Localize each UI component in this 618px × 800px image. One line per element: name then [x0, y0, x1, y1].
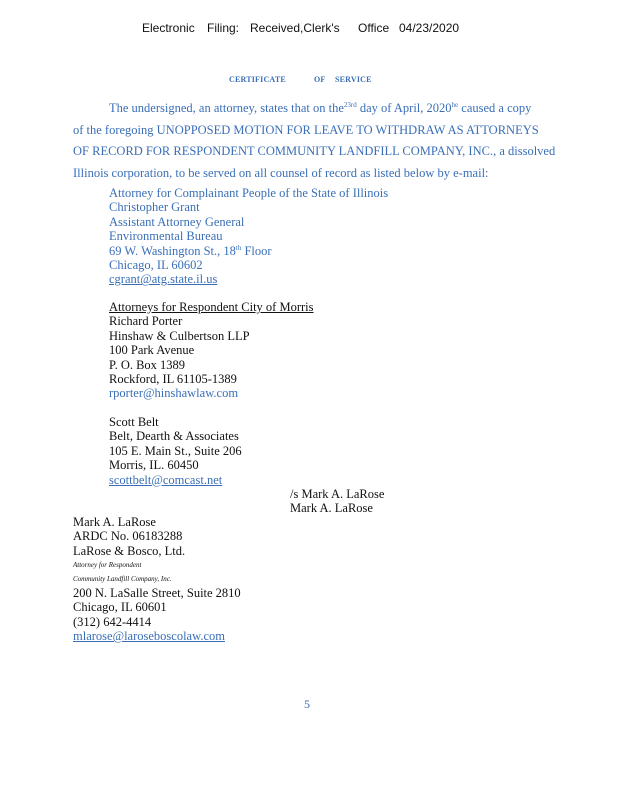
recipient-street-b: Floor [241, 243, 272, 258]
recipient-block-porter [109, 300, 314, 401]
body-line-1-sup-23: 23 [343, 101, 351, 109]
header-received: Received,Clerk's [250, 21, 340, 35]
sender-client: Community Landfill Company, Inc. [73, 575, 172, 583]
title-service: SERVICE [335, 75, 372, 84]
sender-block-top [73, 515, 185, 558]
sender-name: Mark A. LaRose [73, 515, 156, 529]
recipient-street-sup: th [235, 243, 242, 252]
recipient-block-belt [109, 415, 242, 487]
sender-phone: (312) 642-4414 [73, 614, 152, 629]
body-line-1-sup-he: he [451, 101, 459, 109]
body-line-4: Illinois corporation, to be served on all counsel of record as listed below by e-mail: [73, 166, 489, 180]
recipient-role: Attorneys for Respondent City of Morris [109, 300, 314, 314]
recipient-city: Rockford, IL 61105-1389 [109, 371, 237, 386]
sender-city: Chicago, IL 60601 [73, 600, 167, 615]
recipient-name: Christopher Grant [109, 200, 200, 215]
signature-name: Mark A. LaRose [290, 501, 373, 516]
body-line-1-b: day of April, 2020 [356, 101, 452, 115]
header-electronic: Electronic [142, 21, 195, 35]
signature-line: /s Mark A. LaRose [290, 487, 385, 501]
sender-ardc: ARDC No. 06183288 [73, 529, 183, 544]
header-date: 04/23/2020 [399, 21, 460, 35]
title-of: OF [314, 75, 326, 84]
body-line-3: OF RECORD FOR RESPONDENT COMMUNITY LANDFILL COMPANY, INC., a dissolved [73, 144, 556, 158]
recipient-firm: Hinshaw & Culbertson LLP [109, 328, 250, 343]
sender-email-link[interactable]: mlarose@laroseboscolaw.com [73, 629, 225, 644]
title-certificate: CERTIFICATE [229, 75, 286, 84]
recipient-bureau: Environmental Bureau [109, 229, 223, 244]
recipient-email-link[interactable]: cgrant@atg.state.il.us [109, 272, 218, 287]
body-line-1-c: caused a copy [458, 101, 532, 115]
sender-block-bottom [73, 586, 241, 644]
recipient-email-link[interactable]: rporter@hinshawlaw.com [109, 386, 239, 401]
recipient-name: Scott Belt [109, 415, 159, 429]
recipient-block-grant [109, 186, 388, 287]
body-line-1-sup-rd: rd [350, 101, 357, 109]
header-filing: Filing: [207, 21, 240, 35]
recipient-pobox: P. O. Box 1389 [109, 357, 186, 372]
recipient-city: Chicago, IL 60602 [109, 257, 203, 272]
recipient-email-link[interactable]: scottbelt@comcast.net [109, 472, 223, 487]
body-line-2: of the foregoing UNOPPOSED MOTION FOR LEAVE TO WITHDRAW AS ATTORNEYS [73, 123, 539, 137]
recipient-street [109, 244, 388, 258]
sender-street: 200 N. LaSalle Street, Suite 2810 [73, 586, 241, 600]
body-line-1 [109, 101, 531, 116]
page-number: 5 [304, 697, 310, 711]
recipient-role: Attorney for Complainant People of the State of Illinois [109, 186, 389, 200]
recipient-firm: Belt, Dearth & Associates [109, 429, 239, 444]
recipient-street-a: 69 W. Washington St., 18 [109, 243, 236, 258]
body-line-1-a: The undersigned, an attorney, states that on the [109, 101, 344, 115]
signature-block [290, 487, 384, 516]
sender-attorney-for: Attorney for Respondent [73, 561, 142, 569]
recipient-street: 100 Park Avenue [109, 343, 195, 358]
recipient-title: Assistant Attorney General [109, 214, 245, 229]
recipient-city: Morris, IL. 60450 [109, 458, 199, 473]
recipient-street: 105 E. Main St., Suite 206 [109, 443, 242, 458]
recipient-name: Richard Porter [109, 314, 183, 329]
header-office: Office [358, 21, 390, 35]
sender-firm: LaRose & Bosco, Ltd. [73, 543, 186, 558]
